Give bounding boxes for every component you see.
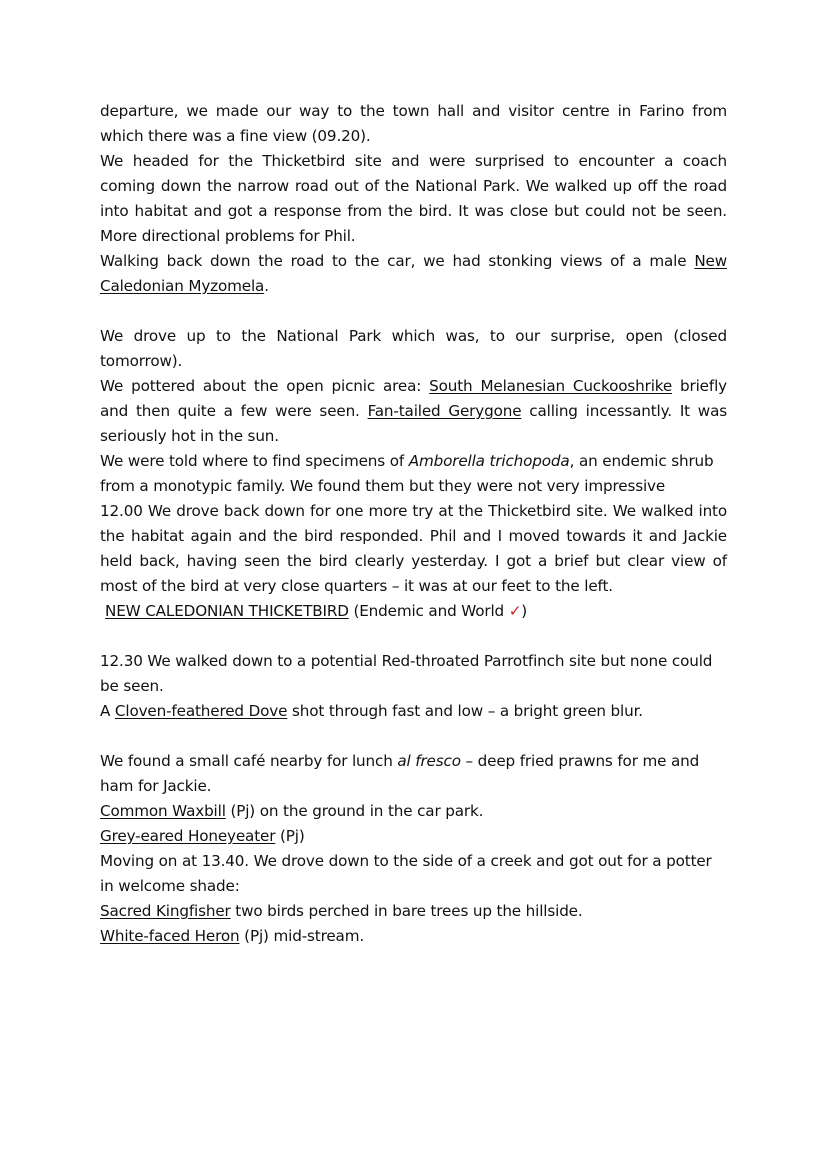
paragraph-thicketbird-first-try: We headed for the Thicketbird site and were surprised to encounter a coach coming down the narrow road out of the National Park. We walked up off the road into habitat and got a response from the bird. It was close but could not be seen. More directional problems for Phil. <box>100 152 727 245</box>
paragraph-honeyeater: Grey-eared Honeyeater (Pj) <box>100 827 305 845</box>
species-name: Amborella trichopoda <box>408 452 570 470</box>
paragraph-lunch: We found a small café nearby for lunch al fresco – deep fried prawns for me and ham for Jackie. <box>100 752 700 795</box>
bird-name: Sacred Kingfisher <box>100 902 231 920</box>
bird-name: Common Waxbill <box>100 802 226 820</box>
paragraph-thicketbird-success: 12.00 We drove back down for one more try at the Thicketbird site. We walked into the habitat again and the bird responded. Phil and I moved towards it and Jackie held back, having seen the bird clearly yesterday. I got a brief but clear view of most of the bird at very close quarters – it was at our feet to the left. <box>100 502 727 595</box>
paragraph-dove: A Cloven-feathered Dove shot through fast and low – a bright green blur. <box>100 702 643 720</box>
bird-name: White-faced Heron <box>100 927 240 945</box>
paragraph-thicketbird-tick: NEW CALEDONIAN THICKETBIRD (Endemic and World ✓) <box>105 602 528 620</box>
document-body <box>100 99 727 949</box>
bird-name: Cloven-feathered Dove <box>114 702 288 720</box>
paragraph-parrotfinch: 12.30 We walked down to a potential Red-throated Parrotfinch site but none could be seen. <box>100 652 713 695</box>
italic-phrase: al fresco <box>397 752 461 770</box>
paragraph-kingfisher: Sacred Kingfisher two birds perched in bare trees up the hillside. <box>100 902 583 920</box>
paragraph-national-park: We drove up to the National Park which was, to our surprise, open (closed tomorrow). <box>100 327 727 370</box>
paragraph-spacer <box>100 724 727 749</box>
bird-name: NEW CALEDONIAN THICKETBIRD <box>105 602 349 620</box>
paragraph-spacer <box>100 624 727 649</box>
paragraph-myzomela: Walking back down the road to the car, we had stonking views of a male New Caledonian Myzomela. <box>100 252 727 295</box>
paragraph-picnic-area: We pottered about the open picnic area: South Melanesian Cuckooshrike briefly and then quite a few were seen. Fan-tailed Gerygone calling incessantly. It was seriously hot in the sun. <box>100 377 727 445</box>
paragraph-heron: White-faced Heron (Pj) mid-stream. <box>100 927 365 945</box>
bird-name: New Caledonian Myzomela <box>100 252 727 295</box>
bird-name: Fan-tailed Gerygone <box>367 402 522 420</box>
bird-name: Grey-eared Honeyeater <box>100 827 276 845</box>
paragraph-creek: Moving on at 13.40. We drove down to the side of a creek and got out for a potter in welcome shade: <box>100 852 712 895</box>
paragraph-waxbill: Common Waxbill (Pj) on the ground in the car park. <box>100 802 484 820</box>
bird-name: South Melanesian Cuckooshrike <box>429 377 673 395</box>
paragraph-amborella: We were told where to find specimens of Amborella trichopoda, an endemic shrub from a monotypic family. We found them but they were not very impressive <box>100 452 714 495</box>
paragraph-farino: departure, we made our way to the town hall and visitor centre in Farino from which there was a fine view (09.20). <box>100 102 727 145</box>
checkmark-icon: ✓ <box>508 602 522 620</box>
paragraph-spacer <box>100 299 727 324</box>
